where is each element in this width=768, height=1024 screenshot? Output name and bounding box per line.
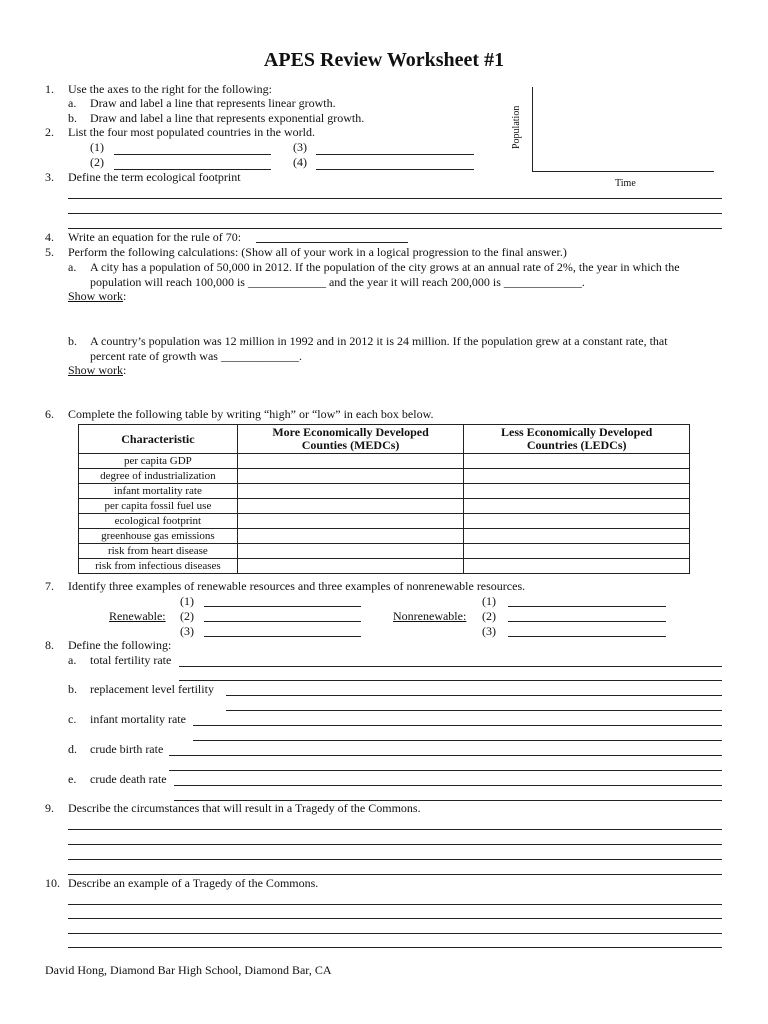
ledc-answer-cell[interactable] (464, 484, 690, 499)
q8b-label: b. (68, 682, 77, 696)
q10-text: Describe an example of a Tragedy of the Commons. (68, 876, 319, 890)
q8-number: 8. (45, 638, 54, 652)
q4-answer-line[interactable] (256, 242, 408, 243)
q5b-line-1: A country’s population was 12 million in 1992 and in 2012 it is 24 million. If the population grew at a constant rate, that (90, 334, 668, 348)
nonrenewable-answer-line-1[interactable] (508, 606, 666, 607)
nonrenewable-slot-3: (3) (482, 624, 496, 638)
q8c-term: infant mortality rate (90, 712, 186, 726)
header-ledcs (464, 425, 690, 454)
header-ledcs-line-1: Less Economically Developed (501, 425, 653, 439)
q8d-answer-line-1[interactable] (169, 755, 722, 756)
nonrenewable-slot-1: (1) (482, 594, 496, 608)
q6-text: Complete the following table by writing “high” or “low” in each box below. (68, 407, 434, 421)
q3-number: 3. (45, 170, 54, 184)
renewable-answer-line-2[interactable] (204, 621, 361, 622)
table-row (79, 469, 690, 484)
q8d-label: d. (68, 742, 77, 756)
q9-answer-line-3[interactable] (68, 859, 722, 860)
q2-slot-2: (2) (90, 155, 104, 169)
q3-answer-line-3[interactable] (68, 228, 722, 229)
renewable-slot-2: (2) (180, 609, 194, 623)
medc-answer-cell[interactable] (237, 514, 464, 529)
row-characteristic: per capita GDP (79, 454, 238, 469)
header-medcs-line-1: More Economically Developed (272, 425, 429, 439)
table-row (79, 529, 690, 544)
q8c-answer-line-2[interactable] (193, 740, 722, 741)
graph-x-label: Time (615, 178, 636, 189)
q9-answer-line-2[interactable] (68, 844, 722, 845)
q5b-show-work (68, 363, 126, 377)
table-row (79, 484, 690, 499)
q3-text: Define the term ecological footprint (68, 170, 241, 184)
q2-slot-1: (1) (90, 140, 104, 154)
nonrenewable-answer-line-2[interactable] (508, 621, 666, 622)
renewable-slot-1: (1) (180, 594, 194, 608)
q8a-label: a. (68, 653, 77, 667)
q8e-label: e. (68, 772, 77, 786)
header-ledcs-line-2: Countries (LEDCs) (526, 438, 627, 452)
q10-answer-line-3[interactable] (68, 933, 722, 934)
nonrenewable-slot-2: (2) (482, 609, 496, 623)
q9-answer-line-1[interactable] (68, 829, 722, 830)
q10-answer-line-1[interactable] (68, 904, 722, 905)
q8a-answer-line-2[interactable] (179, 680, 722, 681)
table-row (79, 544, 690, 559)
renewable-slot-3: (3) (180, 624, 194, 638)
row-characteristic: per capita fossil fuel use (79, 499, 238, 514)
q9-number: 9. (45, 801, 54, 815)
q1a-label: a. (68, 96, 77, 110)
renewable-label: Renewable: (109, 609, 166, 623)
q7-number: 7. (45, 579, 54, 593)
q3-answer-line-1[interactable] (68, 198, 722, 199)
q10-answer-line-4[interactable] (68, 947, 722, 948)
row-characteristic: ecological footprint (79, 514, 238, 529)
ledc-answer-cell[interactable] (464, 454, 690, 469)
q5-text: Perform the following calculations: (Show all of your work in a logical progression to the final answer.) (68, 245, 567, 259)
q9-answer-line-4[interactable] (68, 874, 722, 875)
q8c-label: c. (68, 712, 77, 726)
q10-answer-line-2[interactable] (68, 918, 722, 919)
renewable-answer-line-1[interactable] (204, 606, 361, 607)
q10-number: 10. (45, 876, 60, 890)
medc-answer-cell[interactable] (237, 529, 464, 544)
medc-answer-cell[interactable] (237, 544, 464, 559)
q8d-term: crude birth rate (90, 742, 164, 756)
q1b-text: Draw and label a line that represents exponential growth. (90, 111, 365, 125)
header-characteristic: Characteristic (79, 425, 238, 454)
table-row (79, 499, 690, 514)
medc-answer-cell[interactable] (237, 559, 464, 574)
nonrenewable-label: Nonrenewable: (393, 609, 467, 623)
q8-text: Define the following: (68, 638, 172, 652)
header-medcs (237, 425, 464, 454)
graph-x-axis[interactable] (532, 171, 714, 172)
q9-text: Describe the circumstances that will result in a Tragedy of the Commons. (68, 801, 421, 815)
table-row (79, 514, 690, 529)
table-row (79, 559, 690, 574)
ledc-answer-cell[interactable] (464, 529, 690, 544)
q2-slot-3: (3) (293, 140, 307, 154)
q1a-text: Draw and label a line that represents linear growth. (90, 96, 336, 110)
q4-text: Write an equation for the rule of 70: (68, 230, 242, 244)
ledc-answer-cell[interactable] (464, 514, 690, 529)
page-title: APES Review Worksheet #1 (263, 49, 505, 71)
q8b-term: replacement level fertility (90, 682, 214, 696)
q5-number: 5. (45, 245, 54, 259)
q5a-line-1: A city has a population of 50,000 in 2012. If the population of the city grows at an annual rate of 2%, the year in which the (90, 260, 680, 274)
ledc-answer-cell[interactable] (464, 469, 690, 484)
renewable-answer-line-3[interactable] (204, 636, 361, 637)
medc-answer-cell[interactable] (237, 469, 464, 484)
medc-answer-cell[interactable] (237, 499, 464, 514)
q2-answer-line-4[interactable] (316, 169, 474, 170)
graph-y-axis[interactable] (532, 87, 533, 171)
medc-answer-cell[interactable] (237, 484, 464, 499)
show-work-colon: : (123, 289, 127, 303)
q1b-label: b. (68, 111, 77, 125)
q5a-show-work (68, 289, 126, 303)
row-characteristic: infant mortality rate (79, 484, 238, 499)
q8c-answer-line-1[interactable] (193, 725, 722, 726)
q8e-term: crude death rate (90, 772, 167, 786)
q4-number: 4. (45, 230, 54, 244)
ledc-answer-cell[interactable] (464, 544, 690, 559)
q8a-answer-line-1[interactable] (179, 666, 722, 667)
q2-answer-line-1[interactable] (114, 154, 271, 155)
q8a-term: total fertility rate (90, 653, 172, 667)
q3-answer-line-2[interactable] (68, 213, 722, 214)
q2-answer-line-3[interactable] (316, 154, 474, 155)
q8b-answer-line-1[interactable] (226, 695, 722, 696)
table-header-row (79, 425, 690, 454)
medc-answer-cell[interactable] (237, 454, 464, 469)
row-characteristic: greenhouse gas emissions (79, 529, 238, 544)
show-work-label: Show work (68, 363, 124, 377)
table-row (79, 454, 690, 469)
ledc-answer-cell[interactable] (464, 559, 690, 574)
q5b-label: b. (68, 334, 77, 348)
show-work-label: Show work (68, 289, 124, 303)
q8b-answer-line-2[interactable] (226, 710, 722, 711)
q1-text: Use the axes to the right for the following: (68, 82, 272, 96)
header-medcs-line-2: Counties (MEDCs) (301, 438, 400, 452)
q5a-line-2: population will reach 100,000 is _____________ and the year it will reach 200,000 is _____________. (90, 275, 585, 289)
row-characteristic: degree of industrialization (79, 469, 238, 484)
nonrenewable-answer-line-3[interactable] (508, 636, 666, 637)
q8d-answer-line-2[interactable] (169, 770, 722, 771)
page-footer: David Hong, Diamond Bar High School, Diamond Bar, CA (45, 963, 332, 977)
q5b-line-2: percent rate of growth was _____________. (90, 349, 302, 363)
ledc-answer-cell[interactable] (464, 499, 690, 514)
q7-text: Identify three examples of renewable resources and three examples of nonrenewable resources. (68, 579, 526, 593)
row-characteristic: risk from infectious diseases (79, 559, 238, 574)
row-characteristic: risk from heart disease (79, 544, 238, 559)
show-work-colon: : (123, 363, 127, 377)
q2-text: List the four most populated countries in the world. (68, 125, 315, 139)
q5a-label: a. (68, 260, 77, 274)
q8e-answer-line-1[interactable] (174, 785, 722, 786)
graph-y-label: Population (511, 105, 522, 149)
development-comparison-table (78, 424, 690, 574)
q2-slot-4: (4) (293, 155, 307, 169)
q6-number: 6. (45, 407, 54, 421)
q1-number: 1. (45, 82, 54, 96)
q2-number: 2. (45, 125, 54, 139)
